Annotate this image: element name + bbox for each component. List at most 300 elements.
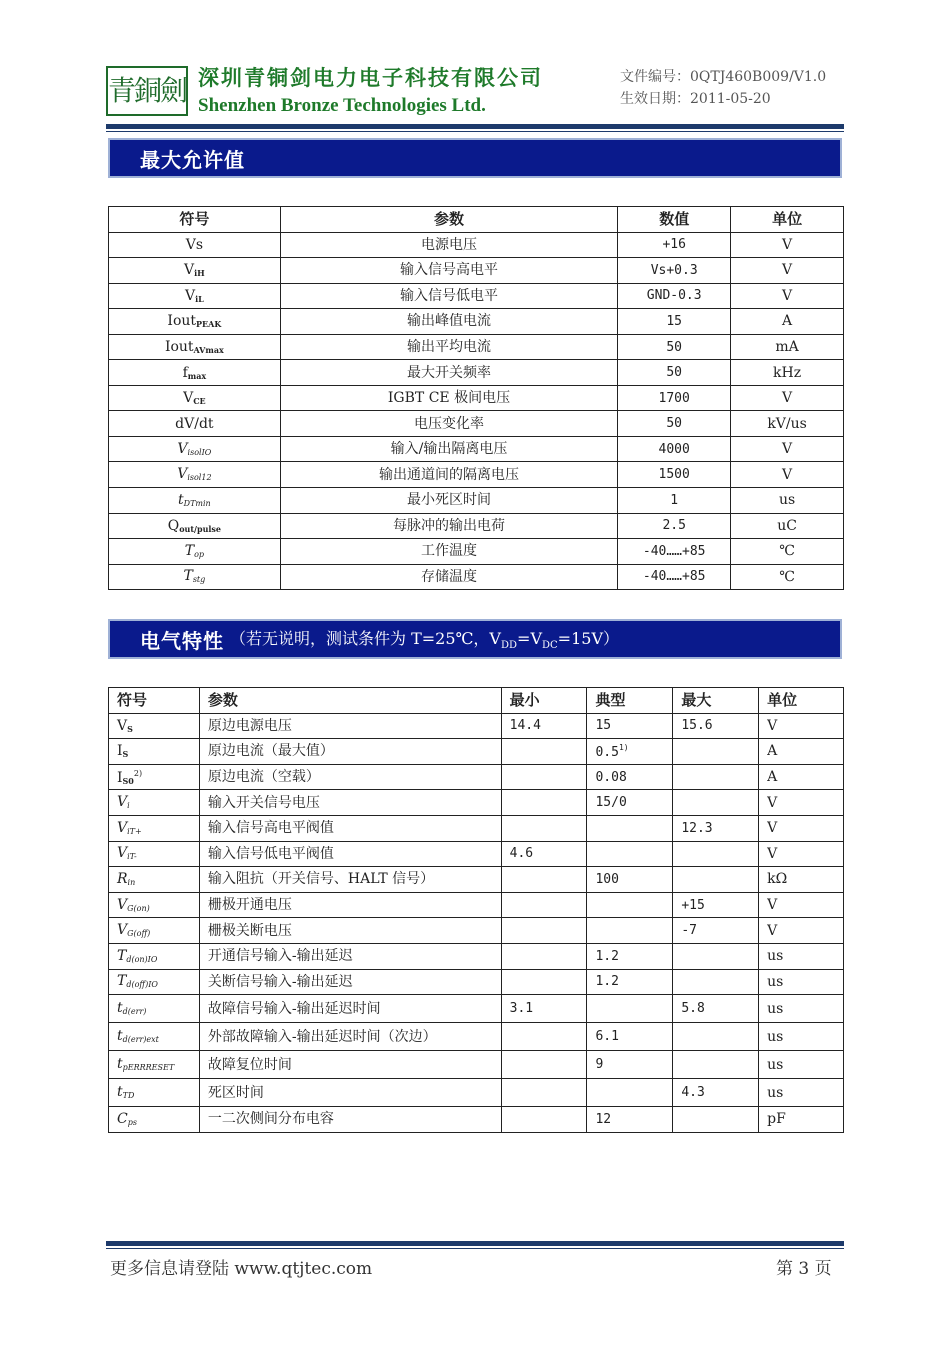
symbol-cell: [109, 283, 281, 309]
symbol: [117, 922, 150, 938]
value-cell: 50: [618, 334, 731, 360]
min-cell: [501, 739, 587, 765]
symbol-sub: in: [127, 877, 136, 887]
param-cell: 输入/输出隔离电压: [280, 436, 618, 462]
unit-cell: ℃: [731, 539, 844, 565]
document-info: [620, 66, 826, 110]
unit-cell: us: [759, 969, 844, 995]
symbol: [178, 492, 211, 508]
symbol: [117, 1000, 146, 1016]
symbol-main: I: [117, 743, 123, 760]
table-row: [109, 488, 844, 514]
table-row: [109, 564, 844, 590]
electrical-table: [108, 687, 844, 1133]
symbol-main: t: [117, 1028, 123, 1045]
min-cell: 4.6: [501, 841, 587, 867]
param-cell: 输入开关信号电压: [199, 790, 501, 816]
value-cell: 1500: [618, 462, 731, 488]
symbol-cell: [109, 943, 200, 969]
param-cell: 外部故障输入-输出延迟时间（次边）: [199, 1023, 501, 1051]
symbol-main: V: [177, 440, 188, 457]
param-cell: 开通信号输入-输出延迟: [199, 943, 501, 969]
symbol-sub: d(err)ext: [122, 1035, 159, 1045]
symbol-sub: S: [122, 749, 129, 760]
typ-value: 15/0: [595, 795, 627, 811]
col-header: 典型: [587, 688, 673, 714]
symbol-sub: stg: [192, 575, 206, 585]
symbol-note: 2): [133, 768, 143, 778]
unit-cell: us: [731, 488, 844, 514]
col-header: 最小: [501, 688, 587, 714]
table-row: [109, 1107, 844, 1133]
symbol-sub: isol12: [187, 473, 212, 483]
symbol: [183, 568, 205, 584]
symbol-cell: [109, 815, 200, 841]
typ-value: 6.1: [595, 1029, 619, 1045]
typ-cell: [587, 995, 673, 1023]
symbol-cell: [109, 841, 200, 867]
value-cell: 50: [618, 360, 731, 386]
min-cell: [501, 815, 587, 841]
table-row: [109, 892, 844, 918]
typ-cell: [587, 713, 673, 739]
symbol: [185, 288, 204, 304]
table-row: [109, 764, 844, 790]
param-cell: 输出通道间的隔离电压: [280, 462, 618, 488]
max-cell: [673, 1051, 759, 1079]
table-row: [109, 436, 844, 462]
typ-value: 0.08: [595, 769, 627, 785]
col-header: 最大: [673, 688, 759, 714]
param-cell: 输入信号低电平阀值: [199, 841, 501, 867]
param-cell: 故障复位时间: [199, 1051, 501, 1079]
max-cell: [673, 1023, 759, 1051]
symbol-main: V: [177, 466, 188, 483]
unit-cell: ℃: [731, 564, 844, 590]
symbol: [177, 466, 211, 482]
footer-rule-thin: [106, 1248, 844, 1249]
max-cell: +15: [673, 892, 759, 918]
param-cell: 输出峰值电流: [280, 309, 618, 335]
symbol-cell: [109, 539, 281, 565]
max-cell: [673, 943, 759, 969]
table-row: [109, 258, 844, 284]
table-row: [109, 969, 844, 995]
symbol-sub: G(off): [127, 929, 151, 939]
symbol-sub: op: [194, 549, 204, 559]
symbol-sub: iH: [194, 268, 205, 279]
min-cell: [501, 1107, 587, 1133]
param-cell: 故障信号输入-输出延迟时间: [199, 995, 501, 1023]
table-row: [109, 713, 844, 739]
symbol: [117, 1028, 159, 1044]
footer-rule: [106, 1241, 844, 1246]
symbol: [117, 871, 135, 887]
param-cell: 存储温度: [280, 564, 618, 590]
min-cell: [501, 867, 587, 893]
typ-cell: [587, 1079, 673, 1107]
max-cell: 12.3: [673, 815, 759, 841]
value-cell: +16: [618, 232, 731, 258]
symbol-cell: [109, 1107, 200, 1133]
symbol: [185, 543, 204, 559]
symbol-cell: [109, 713, 200, 739]
symbol-cell: [109, 564, 281, 590]
unit-cell: kΩ: [759, 867, 844, 893]
table-row: [109, 539, 844, 565]
symbol-main: V: [117, 922, 128, 939]
symbol-main: Iout: [167, 313, 197, 330]
value-cell: Vs+0.3: [618, 258, 731, 284]
symbol-main: V: [117, 845, 128, 862]
value-cell: 15: [618, 309, 731, 335]
typ-note: 1): [618, 742, 629, 752]
table-row: [109, 309, 844, 335]
typ-cell: [587, 918, 673, 944]
unit-cell: V: [731, 283, 844, 309]
unit-cell: V: [759, 713, 844, 739]
unit-cell: us: [759, 995, 844, 1023]
symbol-cell: [109, 232, 281, 258]
max-cell: [673, 739, 759, 765]
unit-cell: V: [759, 892, 844, 918]
unit-cell: kV/us: [731, 411, 844, 437]
symbol-main: Q: [167, 517, 180, 534]
symbol: [167, 313, 221, 329]
max-cell: 5.8: [673, 995, 759, 1023]
symbol-sub: DTmin: [183, 498, 211, 508]
symbol-sub: S: [127, 723, 133, 734]
value-cell: GND-0.3: [618, 283, 731, 309]
table-row: [109, 1023, 844, 1051]
symbol-main: R: [117, 870, 128, 887]
param-cell: 输出平均电流: [280, 334, 618, 360]
symbol-cell: [109, 969, 200, 995]
unit-cell: V: [759, 815, 844, 841]
symbol-cell: [109, 892, 200, 918]
symbol-main: t: [117, 1056, 123, 1073]
table-row: [109, 385, 844, 411]
symbol-sub: iT-: [127, 852, 137, 862]
symbol-main: t: [178, 491, 184, 508]
max-ratings-table: [108, 206, 844, 590]
unit-cell: pF: [759, 1107, 844, 1133]
value-cell: -40……+85: [618, 564, 731, 590]
param-cell: 输入阻抗（开关信号、HALT 信号）: [199, 867, 501, 893]
section-title: 最大允许值: [140, 147, 245, 172]
symbol-sub: TD: [122, 1091, 135, 1101]
company-logo: [106, 66, 188, 116]
symbol: [117, 973, 158, 989]
col-header: 符号: [109, 688, 200, 714]
typ-value: 100: [595, 871, 619, 887]
min-cell: [501, 1051, 587, 1079]
table-row: [109, 995, 844, 1023]
max-cell: [673, 867, 759, 893]
symbol-main: T: [184, 542, 195, 559]
param-cell: 电压变化率: [280, 411, 618, 437]
table-row: [109, 513, 844, 539]
symbol-cell: [109, 436, 281, 462]
symbol: [168, 518, 221, 534]
param-cell: 关断信号输入-输出延迟: [199, 969, 501, 995]
symbol-main: V: [184, 262, 195, 279]
typ-value: 0.5: [595, 744, 619, 760]
unit-cell: V: [731, 385, 844, 411]
param-cell: 输入信号高电平: [280, 258, 618, 284]
symbol-main: C: [117, 1110, 128, 1127]
min-cell: [501, 969, 587, 995]
value-cell: 50: [618, 411, 731, 437]
symbol-cell: [109, 258, 281, 284]
header-rule-thin: [106, 131, 844, 132]
unit-cell: us: [759, 1051, 844, 1079]
table-row: [109, 739, 844, 765]
typ-value: 1.2: [595, 974, 619, 990]
param-cell: 死区时间: [199, 1079, 501, 1107]
symbol: [117, 1111, 137, 1127]
symbol-sub: out/pulse: [179, 523, 222, 534]
symbol-sub: PEAK: [196, 319, 222, 330]
param-cell: 输入信号高电平阀值: [199, 815, 501, 841]
table-row: [109, 815, 844, 841]
effective-date-label: 生效日期：: [620, 91, 690, 107]
col-header: 单位: [759, 688, 844, 714]
unit-cell: A: [731, 309, 844, 335]
symbol-cell: [109, 764, 200, 790]
param-cell: 每脉冲的输出电荷: [280, 513, 618, 539]
unit-cell: V: [759, 841, 844, 867]
unit-cell: A: [759, 764, 844, 790]
symbol: [183, 365, 207, 381]
symbol-sub: d(on)IO: [126, 954, 158, 964]
param-cell: 原边电源电压: [199, 713, 501, 739]
table-row: [109, 943, 844, 969]
value-cell: 1700: [618, 385, 731, 411]
symbol-cell: [109, 385, 281, 411]
company-name-cn: 深圳青铜剑电力电子科技有限公司: [198, 66, 543, 90]
symbol: [175, 416, 213, 432]
unit-cell: us: [759, 1023, 844, 1051]
max-cell: -7: [673, 918, 759, 944]
param-cell: 最大开关频率: [280, 360, 618, 386]
effective-date: 2011-05-20: [690, 91, 771, 107]
symbol-main: V: [117, 819, 128, 836]
table-row: [109, 1079, 844, 1107]
typ-cell: [587, 790, 673, 816]
max-cell: [673, 841, 759, 867]
typ-cell: [587, 841, 673, 867]
unit-cell: us: [759, 1079, 844, 1107]
symbol-sub: AVmax: [193, 345, 224, 355]
symbol-sub: d(err): [122, 1007, 147, 1017]
param-cell: IGBT CE 极间电压: [280, 385, 618, 411]
typ-value: 9: [595, 1057, 604, 1073]
symbol-main: T: [117, 973, 127, 990]
col-header: 数值: [618, 207, 731, 233]
unit-cell: V: [759, 918, 844, 944]
symbol-sub: pERRRESET: [122, 1063, 175, 1073]
footer-more-info: 更多信息请登陆 www.qtjtec.com: [110, 1259, 373, 1279]
symbol-main: Vs: [185, 236, 204, 253]
symbol-cell: [109, 867, 200, 893]
min-cell: [501, 1079, 587, 1107]
symbol-cell: [109, 309, 281, 335]
logo-text: 青銅劍: [108, 74, 187, 107]
unit-cell: A: [759, 739, 844, 765]
symbol: [165, 339, 224, 355]
symbol-main: dV/dt: [175, 415, 214, 432]
typ-cell: [587, 892, 673, 918]
symbol-main: t: [117, 1084, 123, 1101]
unit-cell: V: [731, 232, 844, 258]
typ-cell: [587, 1051, 673, 1079]
symbol-sub: iL: [195, 293, 204, 304]
table-row: [109, 867, 844, 893]
min-cell: 3.1: [501, 995, 587, 1023]
symbol-cell: [109, 360, 281, 386]
symbol-cell: [109, 488, 281, 514]
param-cell: 一二次侧间分布电容: [199, 1107, 501, 1133]
typ-value: 1.2: [595, 948, 619, 964]
unit-cell: uC: [731, 513, 844, 539]
symbol-main: T: [117, 947, 127, 964]
symbol-cell: [109, 739, 200, 765]
symbol: [177, 441, 211, 457]
min-cell: [501, 1023, 587, 1051]
table-row: [109, 841, 844, 867]
max-cell: [673, 1107, 759, 1133]
unit-cell: V: [731, 258, 844, 284]
symbol-sub: max: [187, 370, 207, 381]
symbol-cell: [109, 1051, 200, 1079]
value-cell: 1: [618, 488, 731, 514]
table-row: [109, 462, 844, 488]
symbol-main: V: [183, 390, 194, 407]
symbol-sub: ps: [127, 1117, 137, 1127]
symbol-cell: [109, 1079, 200, 1107]
symbol-sub: CE: [193, 396, 206, 407]
symbol-cell: [109, 1023, 200, 1051]
symbol-main: V: [117, 896, 128, 913]
symbol-main: I: [117, 769, 123, 786]
symbol: [186, 237, 203, 253]
symbol: [117, 794, 130, 810]
value-cell: 2.5: [618, 513, 731, 539]
symbol: [184, 262, 205, 278]
value-cell: 4000: [618, 436, 731, 462]
param-cell: 原边电流（空载）: [199, 764, 501, 790]
doc-number: 0QTJ460B009/V1.0: [690, 69, 827, 85]
symbol-cell: [109, 918, 200, 944]
param-cell: 栅极开通电压: [199, 892, 501, 918]
typ-cell: [587, 943, 673, 969]
table-header-row: [109, 688, 844, 714]
param-cell: 最小死区时间: [280, 488, 618, 514]
typ-cell: [587, 1107, 673, 1133]
section-bar-electrical: [108, 619, 842, 659]
header-rule: [106, 124, 844, 129]
max-cell: [673, 969, 759, 995]
param-cell: 原边电流（最大值）: [199, 739, 501, 765]
min-cell: 14.4: [501, 713, 587, 739]
symbol-sub: i: [127, 801, 130, 811]
typ-cell: [587, 969, 673, 995]
symbol-main: f: [182, 364, 188, 381]
min-cell: [501, 764, 587, 790]
symbol: [117, 770, 142, 786]
symbol-main: Iout: [164, 339, 194, 355]
typ-cell: [587, 739, 673, 765]
param-cell: 电源电压: [280, 232, 618, 258]
min-cell: [501, 943, 587, 969]
col-header: 单位: [731, 207, 844, 233]
symbol-main: V: [184, 287, 196, 304]
table-row: [109, 334, 844, 360]
max-cell: 15.6: [673, 713, 759, 739]
min-cell: [501, 918, 587, 944]
table-row: [109, 283, 844, 309]
max-cell: [673, 764, 759, 790]
max-cell: [673, 790, 759, 816]
symbol-cell: [109, 334, 281, 360]
symbol-sub: iT+: [127, 826, 142, 836]
page-number: 第 3 页: [776, 1259, 832, 1279]
symbol: [117, 897, 150, 913]
typ-cell: [587, 815, 673, 841]
symbol-cell: [109, 513, 281, 539]
min-cell: [501, 892, 587, 918]
typ-cell: [587, 867, 673, 893]
table-row: [109, 411, 844, 437]
unit-cell: V: [759, 790, 844, 816]
table-row: [109, 232, 844, 258]
unit-cell: V: [731, 462, 844, 488]
symbol: [117, 845, 137, 861]
symbol-main: V: [117, 717, 128, 734]
typ-value: 15: [595, 718, 612, 734]
param-cell: 输入信号低电平: [280, 283, 618, 309]
max-cell: 4.3: [673, 1079, 759, 1107]
table-row: [109, 1051, 844, 1079]
symbol-main: V: [117, 794, 128, 811]
symbol-sub: d(off)IO: [126, 980, 158, 990]
table-header-row: [109, 207, 844, 233]
symbol: [117, 820, 142, 836]
symbol-sub: S0: [122, 775, 134, 786]
symbol-main: t: [117, 1000, 123, 1017]
table-row: [109, 360, 844, 386]
symbol-cell: [109, 462, 281, 488]
symbol-sub: G(on): [127, 903, 150, 913]
value-cell: -40……+85: [618, 539, 731, 565]
unit-cell: us: [759, 943, 844, 969]
symbol-cell: [109, 790, 200, 816]
table-row: [109, 790, 844, 816]
section-title: 电气特性: [140, 628, 224, 653]
symbol: [117, 743, 128, 759]
min-cell: [501, 790, 587, 816]
symbol: [117, 1084, 134, 1100]
symbol: [117, 1056, 174, 1072]
symbol-cell: [109, 995, 200, 1023]
section-bar-max-ratings: [108, 138, 842, 178]
symbol-sub: isolIO: [187, 447, 212, 457]
param-cell: 工作温度: [280, 539, 618, 565]
unit-cell: V: [731, 436, 844, 462]
section-subtitle: （若无说明，测试条件为 T=25℃，$V_{DD}=V_{DC}=15V$）: [230, 629, 619, 652]
param-cell: 栅极关断电压: [199, 918, 501, 944]
